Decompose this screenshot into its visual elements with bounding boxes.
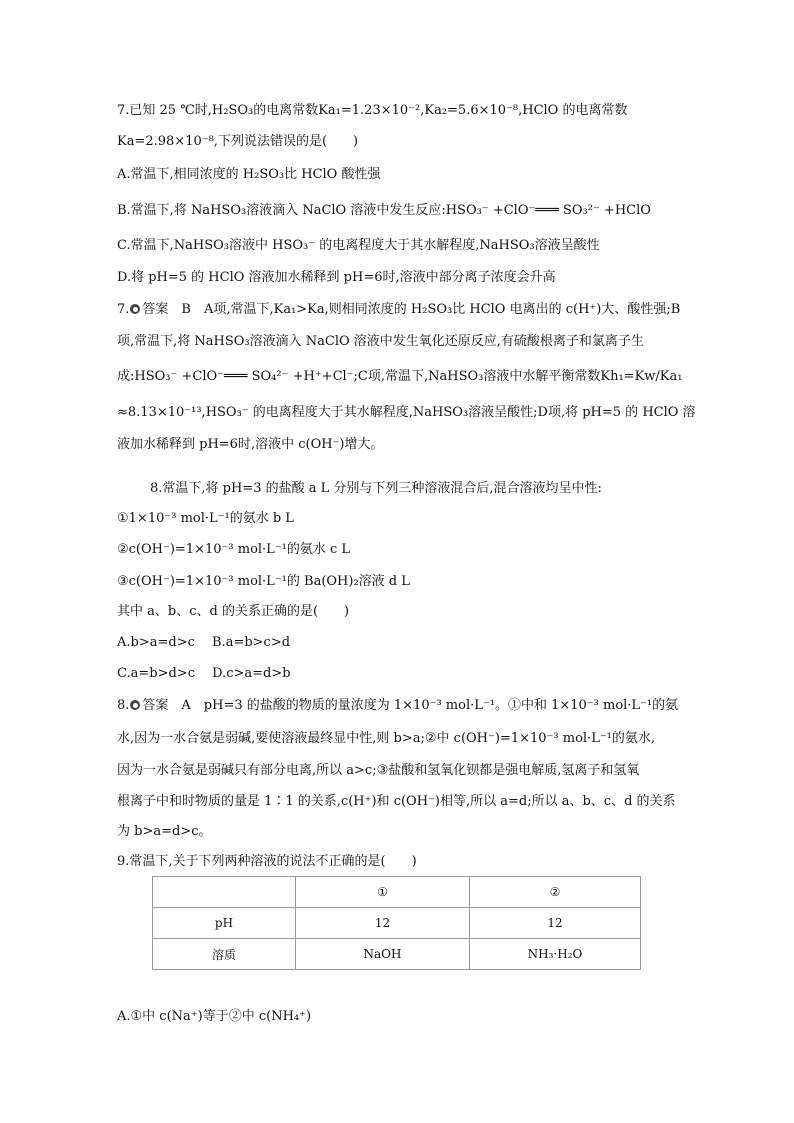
- comparison-table: [152, 876, 641, 970]
- q7-option-c: C.常温下,NaHSO₃溶液中 HSO₃⁻ 的电离程度大于其水解程度,NaHSO₃溶液呈酸性: [117, 238, 600, 253]
- a7-line3: 成:HSO₃⁻ +ClO⁻═══ SO₄²⁻ +H⁺+Cl⁻;C项,常温下,NaHSO₃溶液中水解平衡常数Kh₁=Kw/Ka₁: [117, 369, 683, 384]
- a7-line4: ≈8.13×10⁻¹³,HSO₃⁻ 的电离程度大于其水解程度,NaHSO₃溶液呈酸性;D项,将 pH=5 的 HClO 溶: [117, 405, 696, 420]
- a8-line1: [117, 697, 678, 715]
- q8-item-2: ②c(OH⁻)=1×10⁻³ mol·L⁻¹的氨水 c L: [117, 542, 351, 557]
- table-cell: 12: [470, 908, 641, 939]
- a8-number: 8.: [117, 698, 130, 713]
- table-row: [153, 939, 641, 970]
- q9-stem: 9.常温下,关于下列两种溶液的说法不正确的是( ): [117, 854, 417, 869]
- table-cell: 12: [296, 908, 470, 939]
- q7-stem-line2: Ka=2.98×10⁻⁸,下列说法错误的是( ): [117, 134, 359, 149]
- answer-mark-icon: [130, 304, 140, 314]
- a8-line2: 水,因为一水合氨是弱碱,要使溶液最终显中性,则 b>a;②中 c(OH⁻)=1×10⁻³ mol·L⁻¹的氨水,: [117, 731, 656, 746]
- q9-option-a: A.①中 c(Na⁺)等于②中 c(NH₄⁺): [117, 1009, 312, 1024]
- q7-stem-line1: 7.已知 25 ℃时,H₂SO₃的电离常数Ka₁=1.23×10⁻²,Ka₂=5.6×10⁻⁸,HClO 的电离常数: [117, 103, 628, 118]
- q8-options-ab: A.b>a=d>c B.a=b>c>d: [117, 635, 291, 650]
- q8-ask: 其中 a、b、c、d 的关系正确的是( ): [117, 604, 350, 619]
- table-row: [153, 908, 641, 939]
- table-cell: pH: [153, 908, 296, 939]
- table-cell: NaOH: [296, 939, 470, 970]
- table-cell: ②: [470, 877, 641, 908]
- a7-line2: 项,常温下,将 NaHSO₃溶液滴入 NaClO 溶液中发生氧化还原反应,有硫酸根离子和氯离子生: [117, 334, 644, 349]
- table-cell: ①: [296, 877, 470, 908]
- a8-line5: 为 b>a=d>c。: [117, 824, 212, 839]
- a8-line4: 根离子中和时物质的量是 1∶1 的关系,c(H⁺)和 c(OH⁻)相等,所以 a=d;所以 a、b、c、d 的关系: [117, 794, 676, 809]
- q8-item-3: ③c(OH⁻)=1×10⁻³ mol·L⁻¹的 Ba(OH)₂溶液 d L: [117, 574, 410, 589]
- a7-label: 答案 B A项,常温下,Ka₁>Ka,则相同浓度的 H₂SO₃比 HClO 电离出的 c(H⁺)大、酸性强;B: [142, 302, 681, 317]
- a8-line3: 因为一水合氨是弱碱只有部分电离,所以 a>c;③盐酸和氢氧化钡都是强电解质,氢离子和氢氧: [117, 763, 640, 778]
- q8-item-1: ①1×10⁻³ mol·L⁻¹的氨水 b L: [117, 511, 294, 526]
- a7-line5: 液加水稀释到 pH=6时,溶液中 c(OH⁻)增大。: [117, 437, 384, 452]
- q8-stem: 8.常温下,将 pH=3 的盐酸 a L 分别与下列三种溶液混合后,混合溶液均呈中性:: [150, 481, 602, 496]
- table-cell: 溶质: [153, 939, 296, 970]
- table-cell: [153, 877, 296, 908]
- a7-line1: [117, 301, 680, 319]
- q7-option-a: A.常温下,相同浓度的 H₂SO₃比 HClO 酸性强: [117, 167, 381, 182]
- q7-option-b: B.常温下,将 NaHSO₃溶液滴入 NaClO 溶液中发生反应:HSO₃⁻ +ClO⁻═══ SO₃²⁻ +HClO: [117, 203, 651, 218]
- table-header-row: [153, 877, 641, 908]
- q7-option-d: D.将 pH=5 的 HClO 溶液加水稀释到 pH=6时,溶液中部分离子浓度会升高: [117, 270, 556, 285]
- table-cell: NH₃·H₂O: [470, 939, 641, 970]
- q8-options-cd: C.a=b>d>c D.c>a=d>b: [117, 666, 291, 681]
- answer-mark-icon: [130, 700, 140, 710]
- a8-label: 答案 A pH=3 的盐酸的物质的量浓度为 1×10⁻³ mol·L⁻¹。①中和 1×10⁻³ mol·L⁻¹的氨: [142, 698, 679, 713]
- a7-number: 7.: [117, 302, 130, 317]
